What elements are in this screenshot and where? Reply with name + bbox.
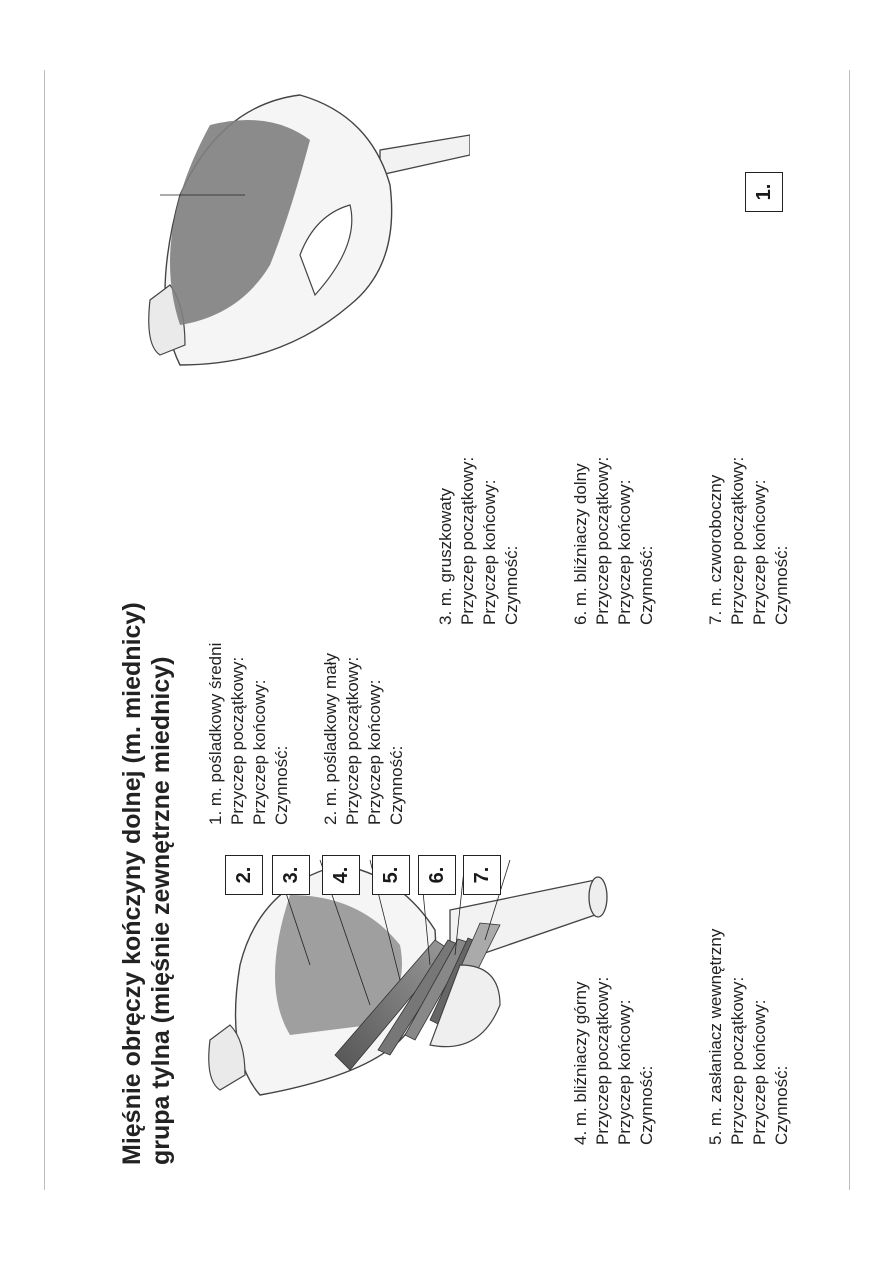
- muscle-5-origin: Przyczep początkowy:: [728, 976, 747, 1145]
- muscle-3-insertion: Przyczep końcowy:: [480, 479, 499, 625]
- title-line-2: grupa tylna (mięśnie zewnętrzne miednicy): [147, 656, 175, 1165]
- muscle-1-function: Czynność:: [272, 745, 291, 825]
- muscle-1-block: [205, 643, 293, 825]
- muscle-7-function: Czynność:: [772, 545, 791, 625]
- muscle-5-block: [705, 929, 793, 1145]
- muscle-4-insertion: Przyczep końcowy:: [615, 999, 634, 1145]
- muscle-1-origin: Przyczep początkowy:: [228, 656, 247, 825]
- muscle-7-name: 7. m. czworoboczny: [706, 474, 725, 625]
- muscle-3-function: Czynność:: [502, 545, 521, 625]
- muscle-3-origin: Przyczep początkowy:: [458, 456, 477, 625]
- muscle-2-insertion: Przyczep końcowy:: [365, 679, 384, 825]
- muscle-6-name: 6. m. bliźniaczy dolny: [571, 463, 590, 625]
- muscle-7-insertion: Przyczep końcowy:: [750, 479, 769, 625]
- muscle-2-function: Czynność:: [387, 745, 406, 825]
- page-title: [118, 602, 176, 1165]
- muscle-6-block: [570, 457, 658, 625]
- muscle-3-block: [435, 457, 523, 625]
- muscle-6-function: Czynność:: [637, 545, 656, 625]
- muscle-5-insertion: Przyczep końcowy:: [750, 999, 769, 1145]
- figure-label-7: 7.: [463, 855, 501, 895]
- muscle-1-name: 1. m. pośladkowy średni: [206, 642, 225, 825]
- muscle-1-insertion: Przyczep końcowy:: [250, 679, 269, 825]
- muscle-2-block: [320, 653, 408, 825]
- muscle-4-name: 4. m. bliźniaczy górny: [571, 981, 590, 1145]
- title-line-1: Mięśnie obręczy kończyny dolnej (m. miednicy): [118, 602, 146, 1165]
- page-border-left: [44, 70, 45, 1190]
- muscle-6-insertion: Przyczep końcowy:: [615, 479, 634, 625]
- figure-label-6: 6.: [418, 855, 456, 895]
- muscle-2-origin: Przyczep początkowy:: [343, 656, 362, 825]
- muscle-2-name: 2. m. pośladkowy mały: [321, 653, 340, 825]
- page-border-right: [849, 70, 850, 1190]
- muscle-3-name: 3. m. gruszkowaty: [436, 488, 455, 625]
- muscle-5-name: 5. m. zasłaniacz wewnętrzny: [706, 928, 725, 1145]
- figure-label-4: 4.: [322, 855, 360, 895]
- figure-label-2: 2.: [225, 855, 263, 895]
- muscle-4-origin: Przyczep początkowy:: [593, 976, 612, 1145]
- rotated-content: [50, 35, 840, 1165]
- muscle-7-origin: Przyczep początkowy:: [728, 456, 747, 625]
- pelvis-illustration-gluteus-medius: [140, 55, 470, 385]
- muscle-4-block: [570, 977, 658, 1145]
- muscle-4-function: Czynność:: [637, 1065, 656, 1145]
- muscle-5-function: Czynność:: [772, 1065, 791, 1145]
- figure-label-3: 3.: [272, 855, 310, 895]
- muscle-7-block: [705, 457, 793, 625]
- muscle-6-origin: Przyczep początkowy:: [593, 456, 612, 625]
- figure-label-1: 1.: [745, 172, 783, 212]
- figure-label-5: 5.: [372, 855, 410, 895]
